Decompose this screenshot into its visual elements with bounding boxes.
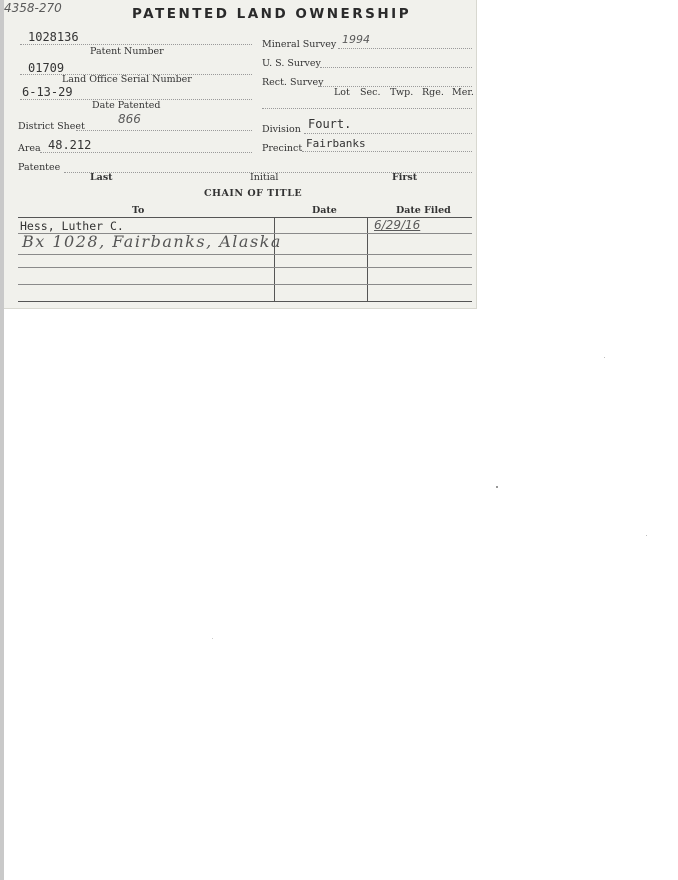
us-survey-line [320, 67, 472, 68]
area-line [40, 152, 252, 153]
row-3-rule [18, 267, 472, 268]
rect-col-rge: Rge. [422, 87, 444, 98]
patent-number-line [20, 44, 252, 45]
us-survey-label: U. S. Survey [262, 58, 321, 69]
rect-col-twp: Twp. [390, 87, 414, 98]
precinct-label: Precinct [262, 143, 303, 154]
patentee-label: Patentee [18, 162, 61, 173]
rect-col-mer: Mer. [452, 87, 474, 98]
scan-speck [496, 486, 498, 488]
col-header-to: To [132, 205, 145, 216]
division-label: Division [262, 124, 301, 135]
district-sheet-line [76, 130, 252, 131]
mineral-survey-line [338, 48, 472, 49]
scan-speck [212, 638, 213, 639]
patent-number-value: 1028136 [28, 30, 79, 44]
district-sheet-value: 866 [118, 112, 141, 126]
date-patented-label: Date Patented [92, 100, 161, 111]
patentee-first-label: First [392, 172, 418, 183]
division-line [304, 133, 472, 134]
corner-note: 4358-270 [4, 1, 62, 15]
area-label: Area [18, 143, 41, 154]
area-value: 48.212 [48, 138, 92, 152]
col-header-date: Date [312, 205, 337, 216]
scan-speck [646, 535, 647, 536]
division-value: Fourt. [308, 117, 352, 131]
row-1-filed: 6/29/16 [374, 218, 421, 232]
table-divider-2 [367, 217, 368, 301]
scan-speck [604, 357, 605, 358]
rect-col-sec: Sec. [360, 87, 381, 98]
row-4-rule [18, 284, 472, 285]
rect-survey-entry-line [262, 108, 472, 109]
col-header-filed: Date Filed [396, 205, 451, 216]
chain-heading: CHAIN OF TITLE [204, 188, 303, 199]
date-patented-value: 6-13-29 [22, 85, 73, 99]
precinct-line [302, 151, 472, 152]
precinct-value: Fairbanks [306, 137, 366, 150]
rect-survey-label: Rect. Survey [262, 77, 324, 88]
mineral-survey-label: Mineral Survey [262, 39, 337, 50]
serial-number-label: Land Office Serial Number [62, 74, 192, 85]
patentee-last-label: Last [90, 172, 113, 183]
mineral-survey-value: 1994 [342, 33, 370, 46]
row-2-to: Bx 1028, Fairbanks, Alaska [22, 232, 282, 251]
card-title: PATENTED LAND OWNERSHIP [132, 6, 412, 22]
table-bottom-rule [18, 301, 472, 302]
land-ownership-card [4, 0, 477, 309]
serial-number-value: 01709 [28, 61, 65, 75]
patentee-initial-label: Initial [250, 172, 279, 183]
table-divider-1 [274, 217, 275, 301]
row-2-rule [18, 254, 472, 255]
district-sheet-label: District Sheet [18, 121, 85, 132]
row-1-to: Hess, Luther C. [20, 219, 124, 233]
patent-number-label: Patent Number [90, 46, 164, 57]
rect-col-lot: Lot [334, 87, 350, 98]
